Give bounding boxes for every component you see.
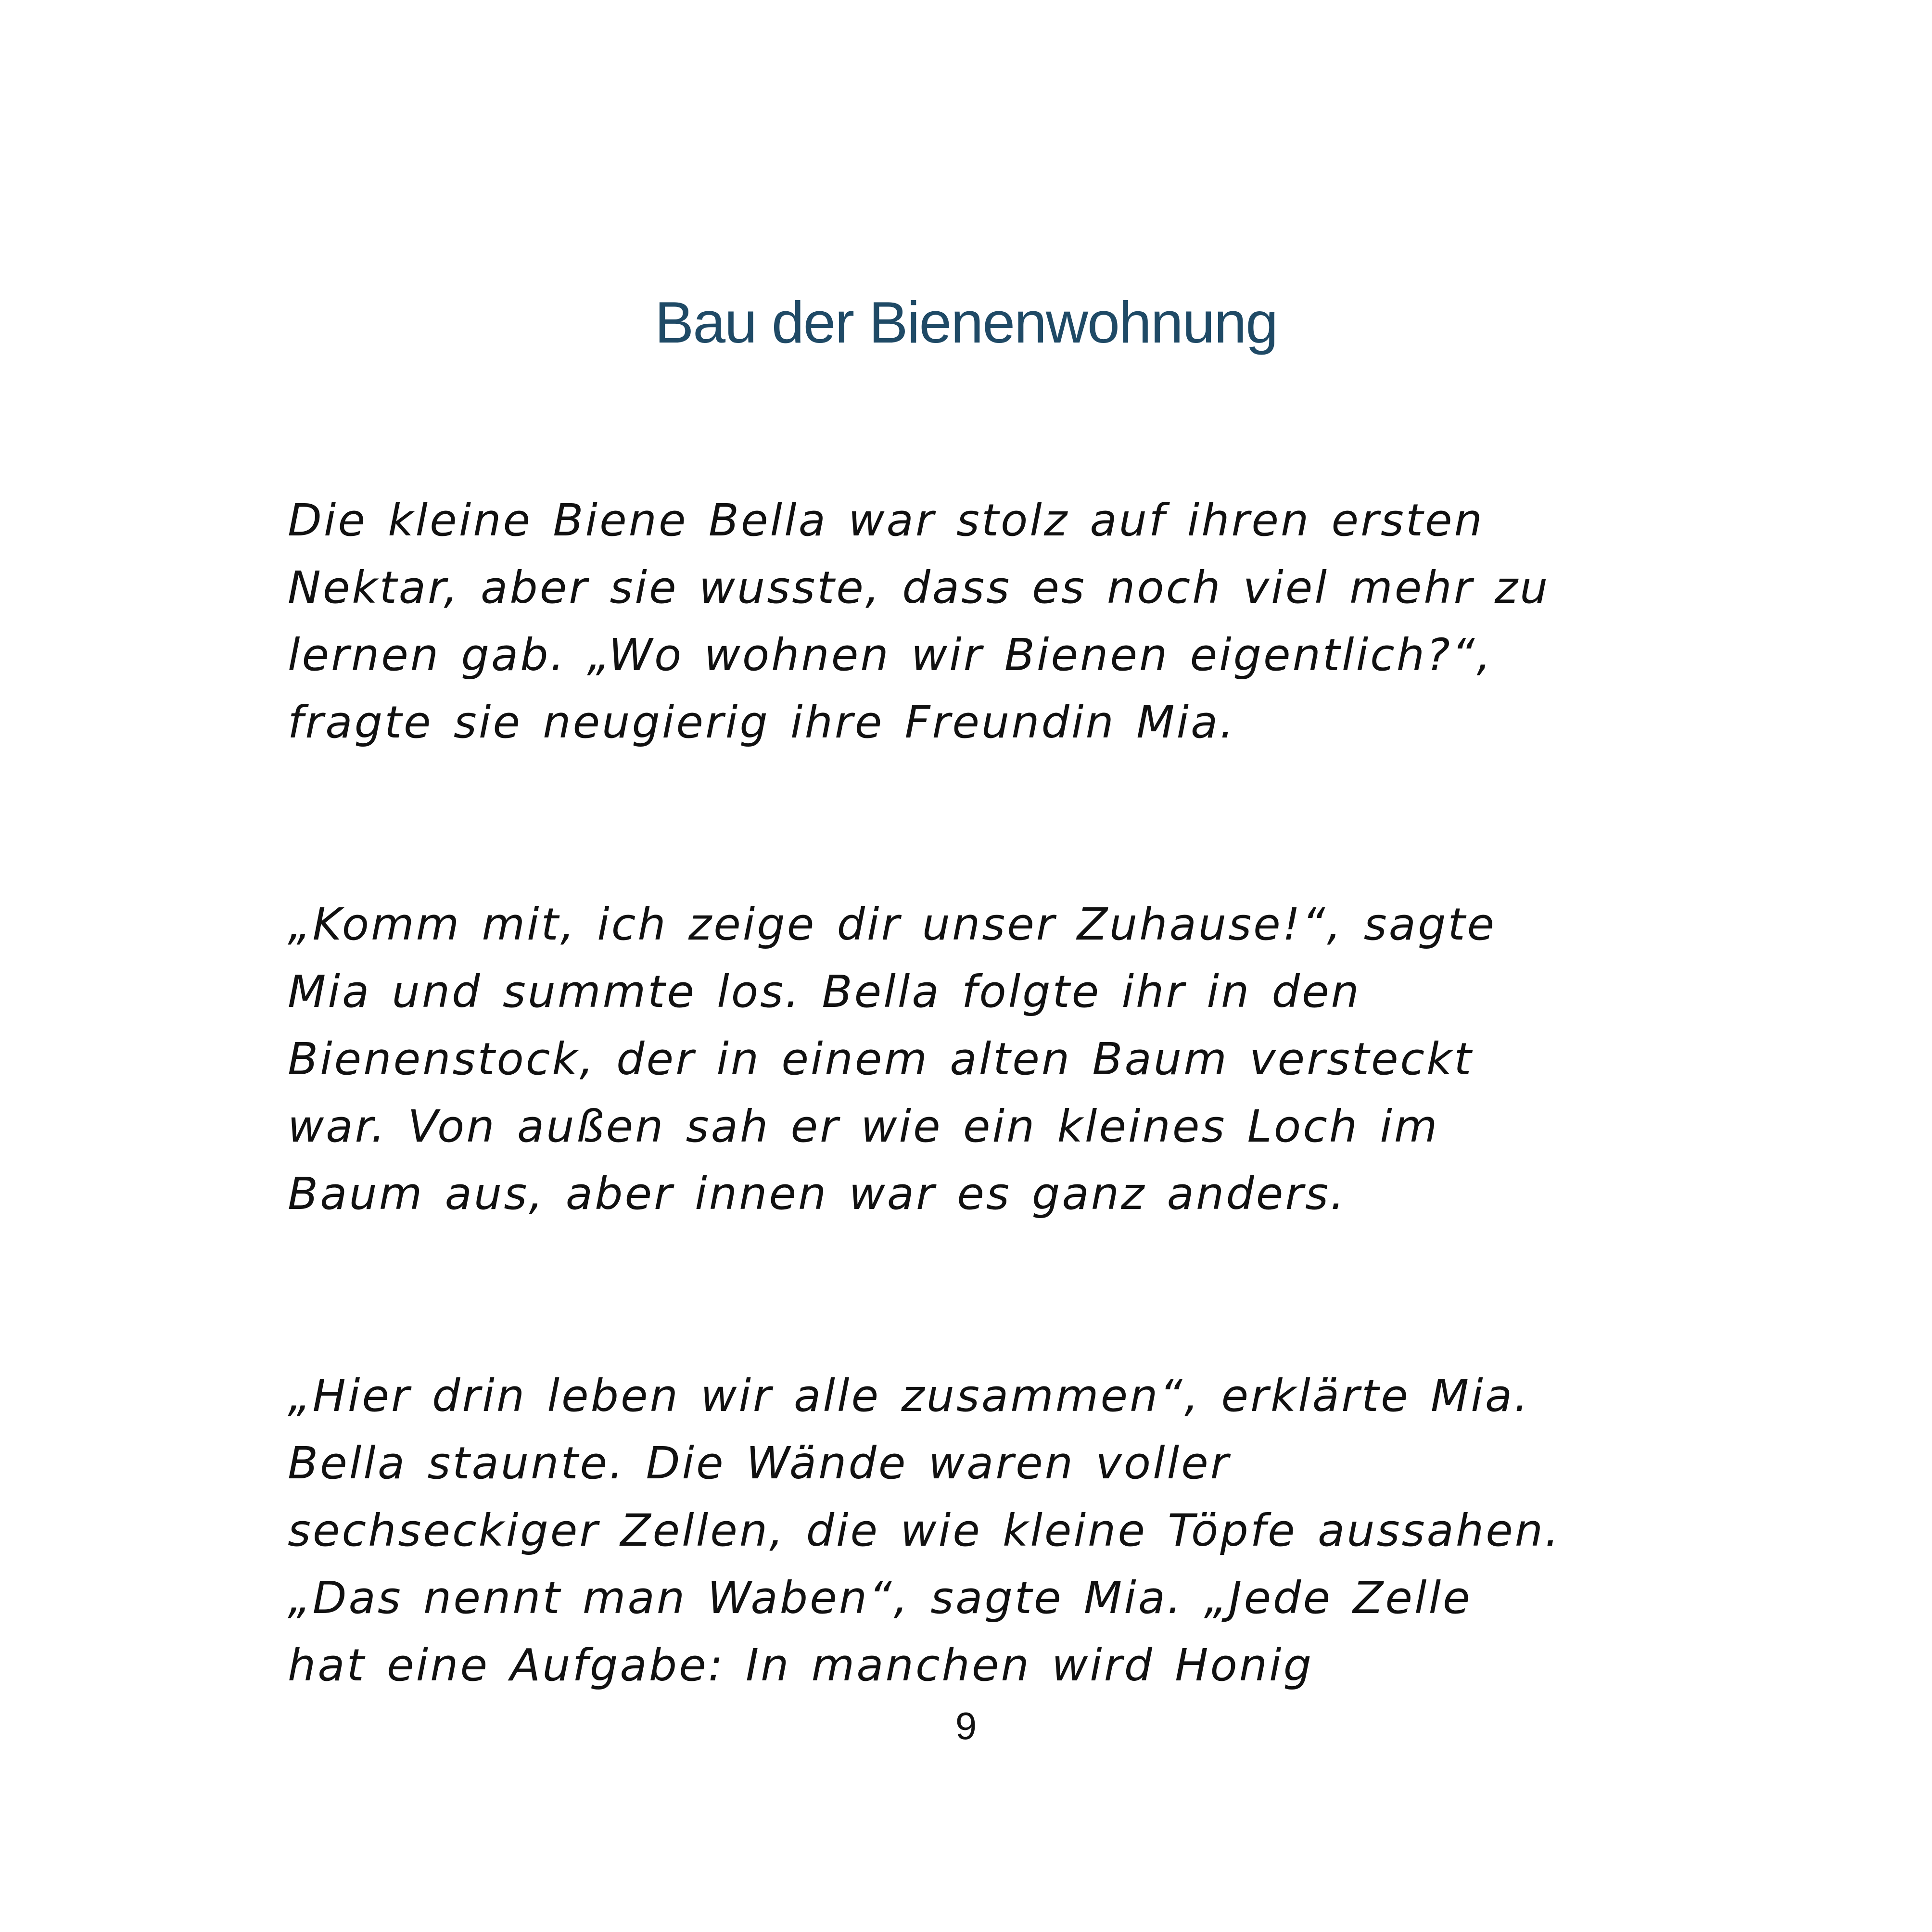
paragraph-line: Nektar, aber sie wusste, dass es noch viel mehr zu [288,562,1550,613]
page-number: 9 [955,1704,977,1747]
paragraph-line: „Das nennt man Waben“, sagte Mia. „Jede Zelle [288,1572,1472,1624]
paragraph-line: hat eine Aufgabe: In manchen wird Honig [288,1640,1314,1691]
paragraph-line: war. Von außen sah er wie ein kleines Loch im [288,1101,1439,1152]
paragraph-line: Bienenstock, der in einem alten Baum versteckt [288,1033,1474,1085]
paragraph-line: fragte sie neugierig ihre Freundin Mia. [288,697,1236,748]
paragraph-line: „Komm mit, ich zeige dir unser Zuhause!“, sagte [288,899,1497,950]
paragraph-line: lernen gab. „Wo wohnen wir Bienen eigentlich?“, [288,629,1493,681]
paragraph-line: Mia und summte los. Bella folgte ihr in den [288,966,1361,1017]
paragraph-line: „Hier drin leben wir alle zusammen“, erklärte Mia. [288,1370,1530,1422]
paragraph-line: Bella staunte. Die Wände waren voller [288,1437,1231,1489]
paragraph-line: sechseckiger Zellen, die wie kleine Töpfe aussahen. [288,1505,1561,1556]
paragraph-line: Die kleine Biene Bella war stolz auf ihren ersten [288,495,1484,546]
paragraph-2 [288,891,1683,1228]
paragraph-3 [288,1362,1683,1699]
paragraph-1 [288,487,1683,756]
chapter-title: Bau der Bienenwohnung [654,290,1278,355]
paragraph-line: Baum aus, aber innen war es ganz anders. [288,1168,1347,1220]
